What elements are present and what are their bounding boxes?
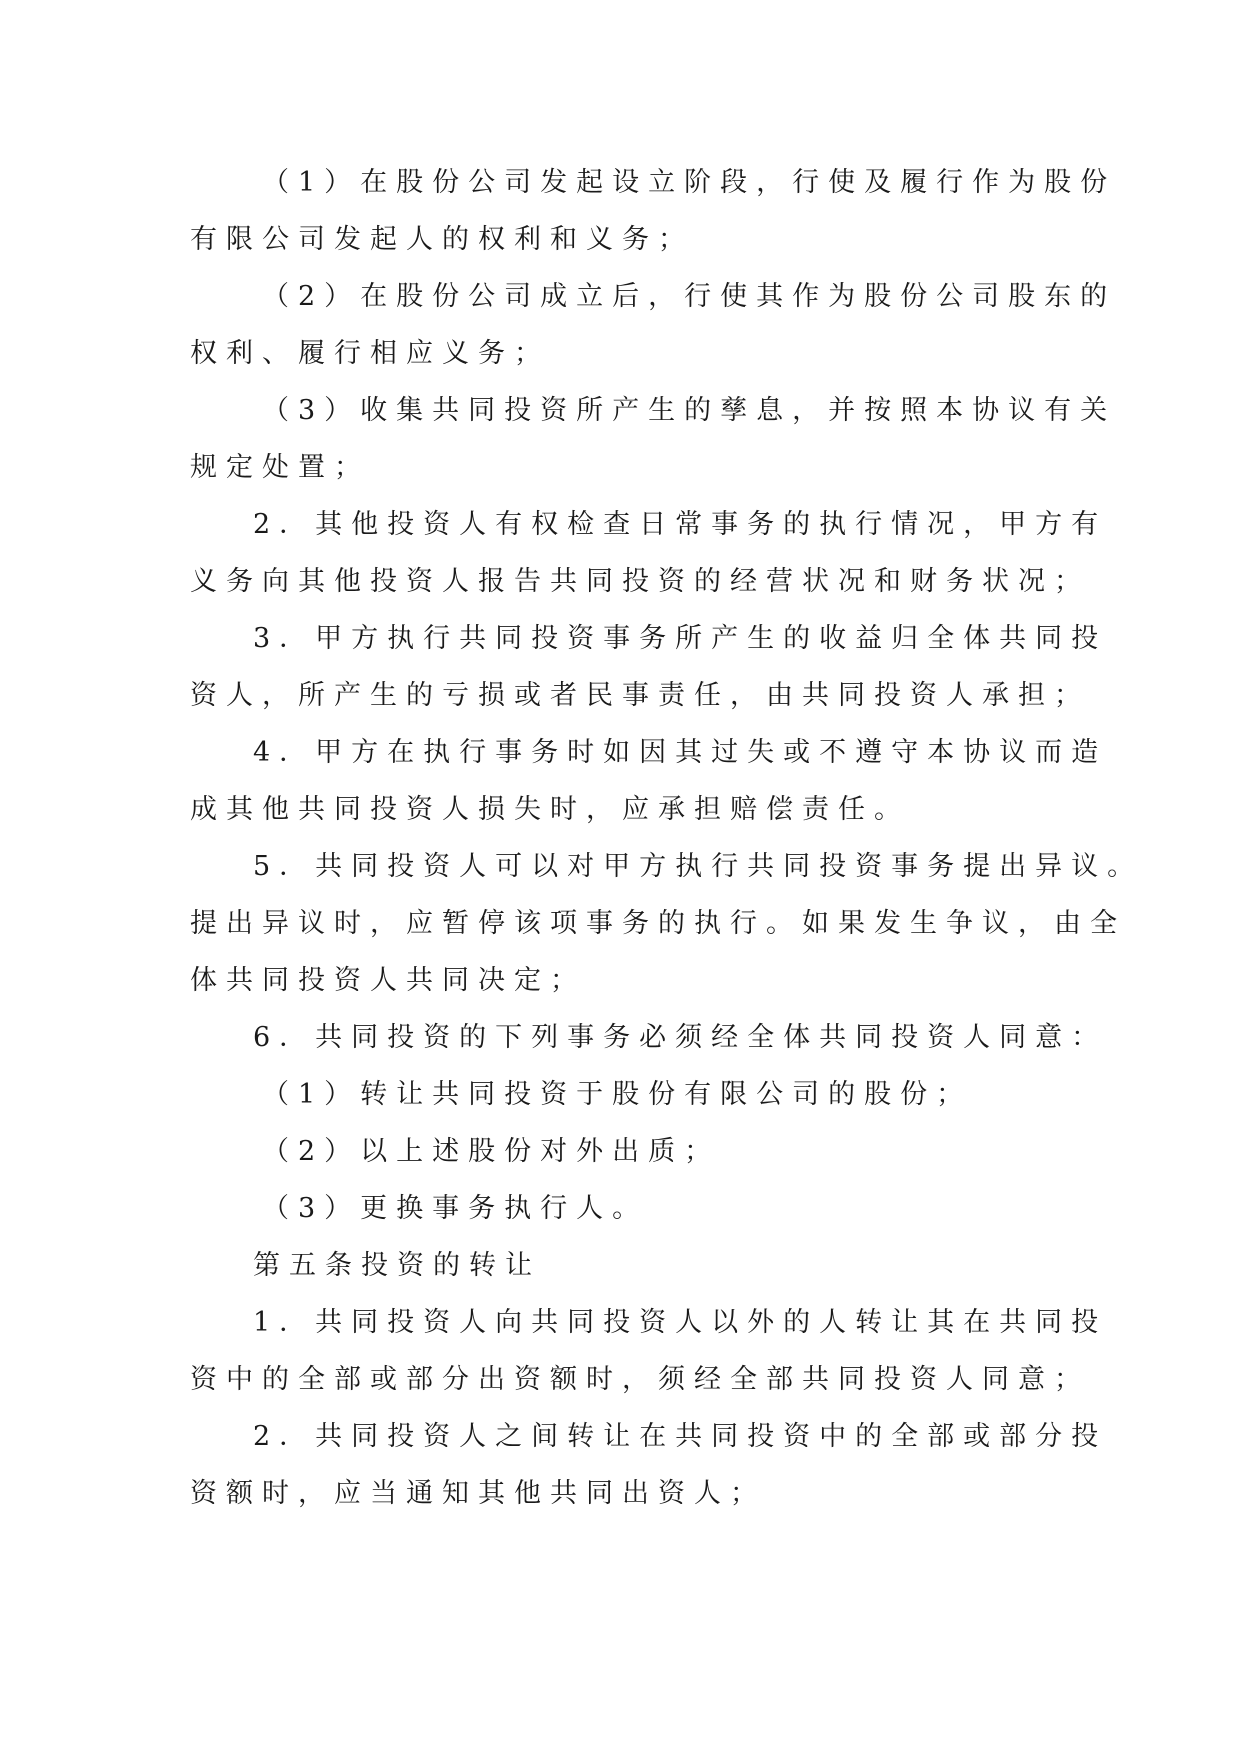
paragraph-line: （1）转让共同投资于股份有限公司的股份； (262, 1079, 973, 1110)
paragraph-line: （3）更换事务执行人。 (262, 1193, 649, 1224)
paragraph-line: 有限公司发起人的权利和义务； (190, 224, 694, 255)
paragraph-line: 规定处置； (190, 452, 370, 483)
paragraph-line: 6．共同投资的下列事务必须经全体共同投资人同意： (253, 1022, 1108, 1053)
paragraph-line: 资中的全部或部分出资额时，须经全部共同投资人同意； (190, 1364, 1090, 1395)
paragraph-line: 体共同投资人共同决定； (190, 965, 586, 996)
paragraph-line: （1）在股份公司发起设立阶段，行使及履行作为股份 (262, 167, 1117, 198)
paragraph-line: （2）以上述股份对外出质； (262, 1136, 721, 1167)
paragraph-line: 权利、履行相应义务； (190, 338, 550, 369)
paragraph-line: 2．其他投资人有权检查日常事务的执行情况，甲方有 (253, 509, 1108, 540)
paragraph-line: 2．共同投资人之间转让在共同投资中的全部或部分投 (253, 1421, 1108, 1452)
paragraph-line: 5．共同投资人可以对甲方执行共同投资事务提出异议。 (253, 851, 1144, 882)
paragraph-line: 成其他共同投资人损失时，应承担赔偿责任。 (190, 794, 910, 825)
paragraph-line: 义务向其他投资人报告共同投资的经营状况和财务状况； (190, 566, 1090, 597)
paragraph-line: 4．甲方在执行事务时如因其过失或不遵守本协议而造 (253, 737, 1108, 768)
section-heading: 第五条投资的转让 (253, 1250, 541, 1281)
paragraph-line: （2）在股份公司成立后，行使其作为股份公司股东的 (262, 281, 1117, 312)
paragraph-line: 3．甲方执行共同投资事务所产生的收益归全体共同投 (253, 623, 1108, 654)
paragraph-line: 1．共同投资人向共同投资人以外的人转让其在共同投 (253, 1307, 1108, 1338)
paragraph-line: 提出异议时，应暂停该项事务的执行。如果发生争议，由全 (190, 908, 1126, 939)
paragraph-line: 资人，所产生的亏损或者民事责任，由共同投资人承担； (190, 680, 1090, 711)
paragraph-line: （3）收集共同投资所产生的孳息，并按照本协议有关 (262, 395, 1117, 426)
paragraph-line: 资额时，应当通知其他共同出资人； (190, 1478, 766, 1509)
